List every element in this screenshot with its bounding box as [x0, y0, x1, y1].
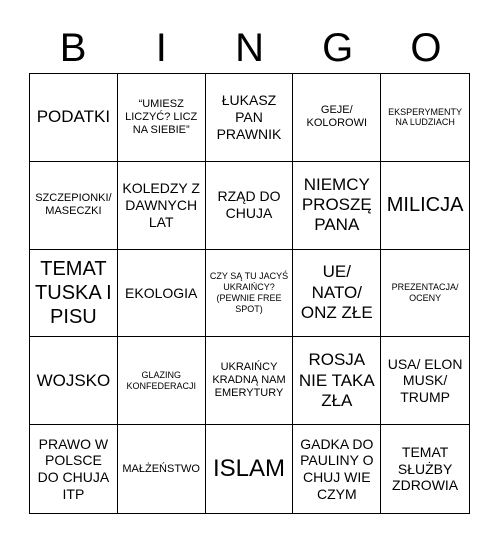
bingo-cell[interactable]: RZĄD DO CHUJA [206, 162, 294, 250]
header-letter-i: I [155, 26, 167, 70]
bingo-cell[interactable]: ROSJA NIE TAKA ZŁA [293, 337, 381, 425]
bingo-cell[interactable]: PODATKI [30, 74, 118, 162]
bingo-cell[interactable]: UE/ NATO/ ONZ ZŁE [293, 250, 381, 338]
bingo-cell[interactable]: NIEMCY PROSZĘ PANA [293, 162, 381, 250]
bingo-cell[interactable]: SZCZEPIONKI/ MASECZKI [30, 162, 118, 250]
bingo-cell[interactable]: TEMAT TUSKA I PISU [30, 250, 118, 338]
bingo-cell[interactable]: ŁUKASZ PAN PRAWNIK [206, 74, 294, 162]
bingo-cell[interactable]: GEJE/ KOLOROWI [293, 74, 381, 162]
bingo-cell[interactable]: UKRAIŃCY KRADNĄ NAM EMERYTURY [206, 337, 294, 425]
free-space-cell[interactable]: CZY SĄ TU JACYŚ UKRAIŃCY? (PEWNIE FREE SPOT) [206, 250, 294, 338]
bingo-cell[interactable]: PRAWO W POLSCE DO CHUJA ITP [30, 425, 118, 513]
bingo-cell[interactable]: “UMIESZ LICZYĆ? LICZ NA SIEBIE” [118, 74, 206, 162]
bingo-cell[interactable]: TEMAT SŁUŻBY ZDROWIA [392, 443, 459, 494]
bingo-cell[interactable]: KOLEDZY Z DAWNYCH LAT [118, 162, 206, 250]
bingo-cell[interactable]: PREZENTACJA/ OCENY [381, 250, 469, 338]
bingo-cell[interactable]: MILICJA [381, 162, 469, 250]
bingo-cell[interactable]: ISLAM [206, 425, 294, 513]
bingo-cell[interactable]: MAŁŻEŃSTWO [118, 425, 206, 513]
header-letter-g: G [322, 26, 354, 70]
bingo-card-grid [29, 73, 470, 514]
bingo-cell[interactable]: WOJSKO [30, 337, 118, 425]
header-letter-b: B [59, 26, 87, 70]
bingo-header [29, 22, 470, 74]
bingo-cell[interactable]: GLAZING KONFEDERACJI [118, 337, 206, 425]
header-letter-o: O [410, 26, 442, 70]
bingo-cell[interactable]: USA/ ELON MUSK/ TRUMP [381, 337, 469, 425]
bingo-cell[interactable]: GADKA DO PAULINY O CHUJ WIE CZYM [293, 425, 381, 513]
bingo-cell[interactable]: EKOLOGIA [118, 250, 206, 338]
header-letter-n: N [235, 26, 264, 70]
bingo-cell[interactable]: EKSPERYMENTY NA LUDZIACH [381, 74, 469, 162]
